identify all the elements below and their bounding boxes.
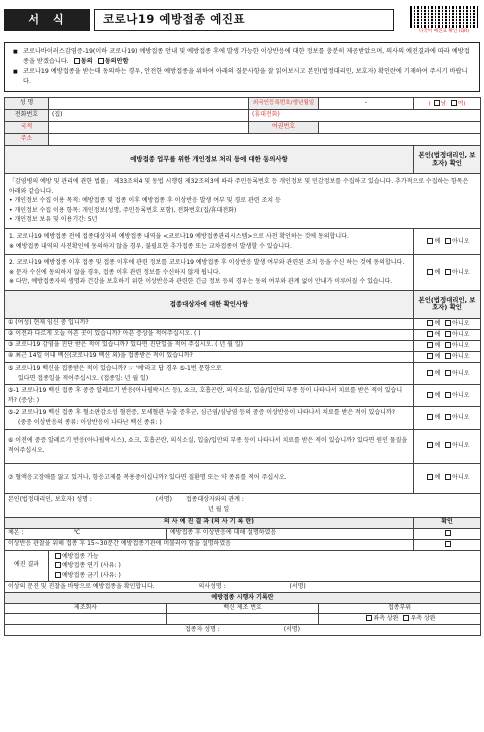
- notice-line-2: 코로나19 예방접종을 받는데 동의하는 경우, 안전한 예방접종을 위하여 아래의 질문사항을 잘 읽어보시고 본인(법정대리인, 보호자) 확인란에 기재하여 주시기 바랍니다.: [23, 68, 468, 85]
- result-option[interactable]: 예방접종 가능: [52, 552, 477, 562]
- screening-answer: 예 아니오: [414, 362, 481, 384]
- result-option[interactable]: 예방접종 금기 (사유: ): [52, 571, 477, 581]
- temperature-cell[interactable]: [5, 528, 167, 539]
- screening-q5-1: ⑤-1 코로나19 백신 접종 후 중증 알레르기 반응(아나필락시스 등), 쇼크, 호흡곤란, 의식소실, 입술/입안의 부종 등이 나타나서 치료를 받은 적이 있습니까?: [8, 387, 403, 404]
- agree-checkbox[interactable]: [74, 58, 80, 64]
- yes-checkbox[interactable]: [427, 392, 433, 398]
- screening-q5-2: ⑤-2 코로나19 백신 접종 후 혈소판감소성 혈전증, 모세혈관 누출 증후군, 심근염/심낭염 등의 중증 이상반응이 나타나서 치료를 받은 적이 있습니까?: [8, 409, 395, 417]
- address-label: 주소: [5, 134, 49, 146]
- screening-q-row: [5, 407, 481, 429]
- manufacturer-field[interactable]: [5, 614, 167, 625]
- name-label: 성 명: [5, 98, 49, 110]
- address-row: [5, 134, 481, 146]
- no-checkbox[interactable]: [445, 269, 451, 275]
- observe-confirm: [414, 539, 481, 550]
- lot-field[interactable]: [167, 614, 319, 625]
- screening-q6: ⑥ 이전에 중증 알레르기 반응(아나필락시스), 쇼크, 호흡곤란, 의식소실, 입술/입안의 부종 등이 나타나서 치료를 받은 적이 있습니까? 있다면 원인 물질을 적어주십시오.: [5, 429, 414, 463]
- form-title-text: 코로나19 예방접종 예진표: [103, 12, 246, 27]
- relation-label: 접종대상자와의 관계 :: [185, 496, 244, 504]
- no-checkbox[interactable]: [445, 331, 451, 337]
- notice-line-1: 코로나바이러스감염증-19(이하 코로나19) 예방접종 안내 및 예방접종 후에 발생 가능한 이상반응에 대한 정보를 충분히 제공받았으며, 의사의 예진결과에 따라 예방접종을 받겠습니다.: [23, 48, 470, 65]
- explained-checkbox[interactable]: [445, 530, 451, 536]
- result-label: 예진 결과: [5, 550, 49, 582]
- doctor-confirm-header: 확인: [414, 517, 481, 528]
- doctor-sign-row: [5, 582, 481, 593]
- yes-checkbox[interactable]: [427, 414, 433, 420]
- nationality-field[interactable]: [49, 122, 249, 134]
- qr-block: [408, 6, 480, 34]
- yes-checkbox[interactable]: [427, 238, 433, 244]
- rrn-label: 외국인등록번호/생년월일: [249, 98, 319, 110]
- form-tag: 서식: [4, 9, 90, 31]
- rrn-dash: -: [364, 99, 368, 107]
- privacy-item: • 개인정보 수집 이용 항목: 개인정보(성명, 주민등록번호 포함), 전화번호(집/휴대전화): [9, 206, 237, 214]
- signature-label: 본인(법정대리인, 보호자) 성명 :: [8, 496, 92, 504]
- phone-mobile-field[interactable]: [249, 110, 481, 122]
- form-title: [94, 9, 394, 31]
- screening-q5-2-cell: [5, 407, 414, 429]
- yes-checkbox[interactable]: [427, 353, 433, 359]
- administrator-sign: (서명): [283, 625, 300, 633]
- temperature-row: [5, 528, 481, 539]
- yes-checkbox[interactable]: [427, 474, 433, 480]
- screening-header: 접종대상자에 대한 확인사항: [5, 290, 414, 318]
- phone-label: 전화번호: [5, 110, 49, 122]
- site-label: 접종부위: [319, 604, 481, 614]
- name-row: [5, 98, 481, 110]
- male-label: 남: [440, 100, 447, 107]
- privacy-intro-cell: [5, 174, 481, 229]
- privacy-item: • 개인정보 보유 및 이용기간: 5년: [9, 216, 98, 224]
- administrator-cell: [5, 625, 481, 636]
- record-cols-row: [5, 604, 481, 614]
- screening-q5-2-detail: (중증 이상반응의 종류: 이상반응이 나타난 백신 종류: ): [18, 418, 162, 426]
- phone-home-field[interactable]: [49, 110, 249, 122]
- screening-q-row: [5, 463, 481, 493]
- form-table: [4, 97, 481, 636]
- screening-answer: 예 아니오: [414, 407, 481, 429]
- passport-label: 여권번호: [249, 122, 319, 134]
- gender-field: ( 남 여): [414, 98, 481, 110]
- doctor-name-label: 의사성명 :: [198, 582, 226, 590]
- doctor-header: 의 사 예 진 결 과 (의 사 기 록 란): [5, 517, 414, 528]
- name-field[interactable]: [49, 98, 249, 110]
- female-checkbox[interactable]: [451, 100, 457, 106]
- temperature-unit: ℃: [73, 529, 81, 537]
- result-checkbox[interactable]: [55, 562, 61, 568]
- phone-home-label: (집): [52, 111, 63, 119]
- agree-label: 동의: [80, 58, 93, 65]
- administrator-label: 접종자 성명 :: [185, 625, 220, 633]
- no-checkbox[interactable]: [445, 238, 451, 244]
- explained-confirm: [414, 528, 481, 539]
- disagree-checkbox[interactable]: [98, 58, 104, 64]
- disagree-label: 동의안함: [104, 58, 129, 65]
- record-header: 예방접종 시행자 기록란: [5, 593, 481, 604]
- privacy-header-row: [5, 146, 481, 174]
- privacy-q1: 1. 코로나19 예방접종 전에 접종대상자의 예방접종 내역을 <코로나19 예방접종관리시스템>으로 사전 확인하는 것에 동의합니다.: [9, 232, 349, 240]
- screening-q5-date: 있다면 접종일을 적어주십시오. (접종일: 년 월 일): [18, 374, 149, 382]
- screening-q-row: [5, 385, 481, 407]
- screening-answer: 예 아니오: [414, 340, 481, 351]
- screening-answer: 예 아니오: [414, 329, 481, 340]
- no-checkbox[interactable]: [445, 442, 451, 448]
- screening-answer: 예 아니오: [414, 385, 481, 407]
- signature-row: [5, 493, 481, 517]
- site-field: 좌측 상완 우측 상완: [319, 614, 481, 625]
- record-values-row: [5, 614, 481, 625]
- screening-q4: ④ 최근 14일 이내 백신(코로나19 백신 외)을 접종받은 적이 있습니까?: [5, 351, 414, 362]
- manufacturer-label: 제조회사: [5, 604, 167, 614]
- administrator-row: [5, 625, 481, 636]
- observe-checkbox[interactable]: [445, 541, 451, 547]
- privacy-header: 예방접종 업무를 위한 개인정보 처리 등에 대한 동의사항: [5, 146, 414, 174]
- yes-checkbox[interactable]: [427, 370, 433, 376]
- screening-confirm-header: 본인(법정대리인, 보호자) 확인: [414, 290, 481, 318]
- qr-code-icon[interactable]: [410, 6, 478, 28]
- doctor-sign-text: 이상의 문진 및 진찰을 바탕으로 예방접종을 확인합니다.: [8, 582, 155, 590]
- privacy-q2-answer: 예 아니오: [414, 255, 481, 291]
- rrn-field[interactable]: [319, 98, 414, 110]
- privacy-q1-cell: [5, 228, 414, 254]
- screening-q5: ⑤ 코로나19 백신을 접종받은 적이 있습니까? ☞ '예'라고 답 경우 ⑤-1번 문항으로: [8, 364, 222, 372]
- no-checkbox[interactable]: [445, 342, 451, 348]
- no-checkbox[interactable]: [445, 320, 451, 326]
- female-label: 여: [457, 100, 464, 107]
- screening-answer: 예 아니오: [414, 463, 481, 493]
- screening-q5-1-cell: [5, 385, 414, 407]
- no-checkbox[interactable]: [445, 392, 451, 398]
- privacy-intro: 「감염병의 예방 및 관리에 관한 법률」 제33조의4 및 동법 시행령 제32조의3에 따라 주민등록번호 등 개인정보 및 민감정보를 수집하고 있습니다. 추가적으로 수집하는 항목은 아래와 같습니다.: [9, 178, 469, 195]
- screening-q1: ① (여성) 현재 임신 중 입니까?: [5, 318, 414, 329]
- no-checkbox[interactable]: [445, 370, 451, 376]
- male-checkbox[interactable]: [434, 100, 440, 106]
- screening-q-row: [5, 329, 481, 340]
- phone-row: [5, 110, 481, 122]
- no-checkbox[interactable]: [445, 474, 451, 480]
- lot-label: 백신 제조 번호: [167, 604, 319, 614]
- screening-q7: ⑦ 혈액응고장애를 앓고 있거나, 항응고제를 복용중이십니까? 있다면 질환명 또는 약 종류를 적어 주십시오.: [5, 463, 414, 493]
- screening-q2: ② 이전과 다르게 오늘 아픈 곳이 있습니까? 아픈 증상을 적어주십시오. ( ): [5, 329, 414, 340]
- screening-q5-1-detail: (증상: ): [18, 396, 40, 404]
- passport-field[interactable]: [319, 122, 481, 134]
- screening-q-row: [5, 351, 481, 362]
- explained-text: 예방접종 후 이상반응에 대해 설명하였음: [167, 528, 414, 539]
- record-header-row: [5, 593, 481, 604]
- no-checkbox[interactable]: [445, 414, 451, 420]
- yes-checkbox[interactable]: [427, 320, 433, 326]
- privacy-q2-cell: [5, 255, 414, 291]
- observe-text: 이상반응 관찰을 위해 접종 후 15~30분간 예방접종기관에 머물러야 함을 설명하였음: [5, 539, 414, 550]
- nationality-row: [5, 122, 481, 134]
- privacy-q1-note: ※ 예방접종 내역의 사전확인에 동의하지 않을 경우, 불필요한 추가접종 또는 교차접종이 발생할 수 있습니다.: [9, 242, 292, 250]
- signature-sign: (서명): [155, 496, 173, 504]
- notice-item: [13, 47, 473, 67]
- doctor-sign-cell: [5, 582, 481, 593]
- privacy-q2-row: [5, 255, 481, 291]
- nationality-label: 국적: [5, 122, 49, 134]
- right-arm-checkbox[interactable]: [403, 615, 409, 621]
- screening-q-row: [5, 362, 481, 384]
- privacy-q1-answer: 예 아니오: [414, 228, 481, 254]
- consent-notice: [4, 42, 480, 92]
- form-header: [4, 4, 480, 36]
- qr-caption: 다국어 예진표 확인 (QR): [418, 28, 470, 34]
- signature-cell: [5, 493, 481, 517]
- result-row: [5, 550, 481, 582]
- privacy-q2: 2. 코로나19 예방접종 이후 접종 및 접종 이후에 관련 정보를 코로나19 예방접종 후 이상반응 발생 여부와 관련된 조치 등을 수신 하는 것에 동의합니다.: [9, 259, 405, 267]
- notice-item: [13, 67, 473, 87]
- no-checkbox[interactable]: [445, 353, 451, 359]
- yes-checkbox[interactable]: [427, 269, 433, 275]
- privacy-q2-note: ※ 문자 수신에 동의하지 않을 경우, 접종 이후 관련 정보를 수신하지 않게 됩니다.: [9, 268, 221, 276]
- screening-answer: 예 아니오: [414, 318, 481, 329]
- privacy-item: • 개인정보 수집 이용 목적: 예방접종 및 접종 이후 예방접종 후 이상반응 발생 여부 및 경로 관련 조치 등: [9, 197, 281, 205]
- screening-q-row: [5, 318, 481, 329]
- doctor-sign: (서명): [289, 582, 306, 590]
- screening-answer: 예 아니오: [414, 429, 481, 463]
- address-field[interactable]: [49, 134, 481, 146]
- observe-row: [5, 539, 481, 550]
- yes-checkbox[interactable]: [427, 331, 433, 337]
- privacy-q2-note-2: ※ 다만, 예방접종자의 생명과 건강을 보호하기 위한 이상반응과 관련한 긴급 정보 등의 경우는 동의 여부와 관계 없이 안내가 이루어질 수 있습니다.: [9, 278, 393, 286]
- yes-checkbox[interactable]: [427, 442, 433, 448]
- screening-q-row: [5, 429, 481, 463]
- privacy-q1-row: [5, 228, 481, 254]
- screening-q5-cell: [5, 362, 414, 384]
- screening-q3: ③ 코로나19 감염을 진단 받은 적이 있습니까? 있다면 진단일을 적어 주십시오. ( 년 월 일): [5, 340, 414, 351]
- screening-answer: 예 아니오: [414, 351, 481, 362]
- privacy-intro-row: [5, 174, 481, 229]
- result-checkbox[interactable]: [55, 572, 61, 578]
- yes-checkbox[interactable]: [427, 342, 433, 348]
- phone-mobile-label: (휴대전화): [252, 111, 280, 119]
- left-arm-checkbox[interactable]: [366, 615, 372, 621]
- screening-header-row: [5, 290, 481, 318]
- temperature-label: 체온 :: [8, 529, 24, 537]
- signature-date: 년 월 일: [208, 506, 230, 513]
- privacy-confirm-header: 본인(법정대리인, 보호자) 확인: [414, 146, 481, 174]
- screening-q-row: [5, 340, 481, 351]
- result-options: [49, 550, 481, 582]
- result-checkbox[interactable]: [55, 553, 61, 559]
- result-option[interactable]: 예방접종 연기 (사유: ): [52, 561, 477, 571]
- doctor-header-row: [5, 517, 481, 528]
